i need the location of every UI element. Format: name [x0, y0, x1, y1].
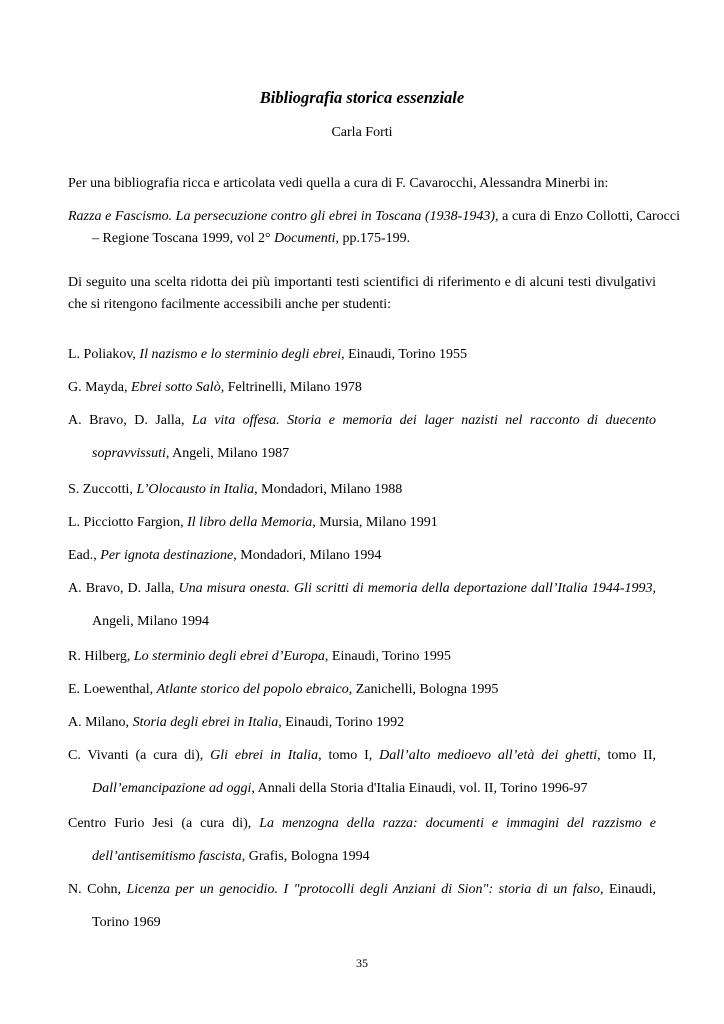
selection-paragraph: Di seguito una scelta ridotta dei più importanti testi scientifici di riferimento e di alcuni testi divulgativi che si ritengono facilmente accessibili anche per studenti:: [68, 275, 656, 312]
bibliography-entry: N. Cohn, Licenza per un genocidio. I "protocolli degli Anziani di Sion": storia di un falso, Einaudi, Torino 1969: [68, 882, 657, 930]
reference-title: Razza e Fascismo. La persecuzione contro gli ebrei in Toscana (1938-1943): [68, 209, 495, 224]
page-title: Bibliografia storica essenziale: [259, 88, 465, 107]
bibliography-entry: R. Hilberg, Lo sterminio degli ebrei d’Europa, Einaudi, Torino 1995: [68, 649, 451, 664]
bibliography-entry: A. Bravo, D. Jalla, Una misura onesta. Gli scritti di memoria della deportazione dall’Italia 1944-1993, Angeli, Milano 1994: [68, 581, 656, 629]
bibliography-entry: A. Bravo, D. Jalla, La vita offesa. Storia e memoria dei lager nazisti nel racconto di duecento sopravvissuti, Angeli, Milano 1987: [68, 413, 656, 461]
bibliography-entry: G. Mayda, Ebrei sotto Salò, Feltrinelli, Milano 1978: [68, 380, 362, 395]
bibliography-entry: C. Vivanti (a cura di), Gli ebrei in Italia, tomo I, Dall’alto medioevo all’età dei ghetti, tomo II, Dall’emancipazione ad oggi, Annali della Storia d'Italia Einaudi, vol. II, Torino 1996-97: [68, 748, 656, 796]
reference-pages: , pp.175-199.: [335, 231, 411, 246]
author-name: Carla Forti: [331, 125, 393, 140]
bibliography-entry: L. Picciotto Fargion, Il libro della Memoria, Mursia, Milano 1991: [68, 515, 438, 530]
page-number: 35: [356, 956, 368, 970]
bibliography-entry: E. Loewenthal, Atlante storico del popolo ebraico, Zanichelli, Bologna 1995: [68, 682, 499, 697]
bibliography-entry: S. Zuccotti, L’Olocausto in Italia, Mondadori, Milano 1988: [68, 482, 403, 497]
bibliography-entry: L. Poliakov, Il nazismo e lo sterminio degli ebrei, Einaudi, Torino 1955: [68, 347, 468, 362]
bibliography-entry: Ead., Per ignota destinazione, Mondadori, Milano 1994: [68, 548, 382, 563]
intro-paragraph: Per una bibliografia ricca e articolata vedi quella a cura di F. Cavarocchi, Alessandra Minerbi in:: [68, 176, 609, 191]
reference-volume: Documenti: [274, 231, 336, 246]
reference-details: , a cura di Enzo Collotti, Carocci – Regione Toscana 1999, vol 2°: [92, 209, 680, 246]
bibliography-entry: Centro Furio Jesi (a cura di), La menzogna della razza: documenti e immagini del razzismo e dell’antisemitismo fascista, Grafis, Bologna 1994: [68, 816, 656, 864]
reference-paragraph: [68, 206, 680, 250]
bibliography-entry: A. Milano, Storia degli ebrei in Italia, Einaudi, Torino 1992: [68, 715, 405, 730]
